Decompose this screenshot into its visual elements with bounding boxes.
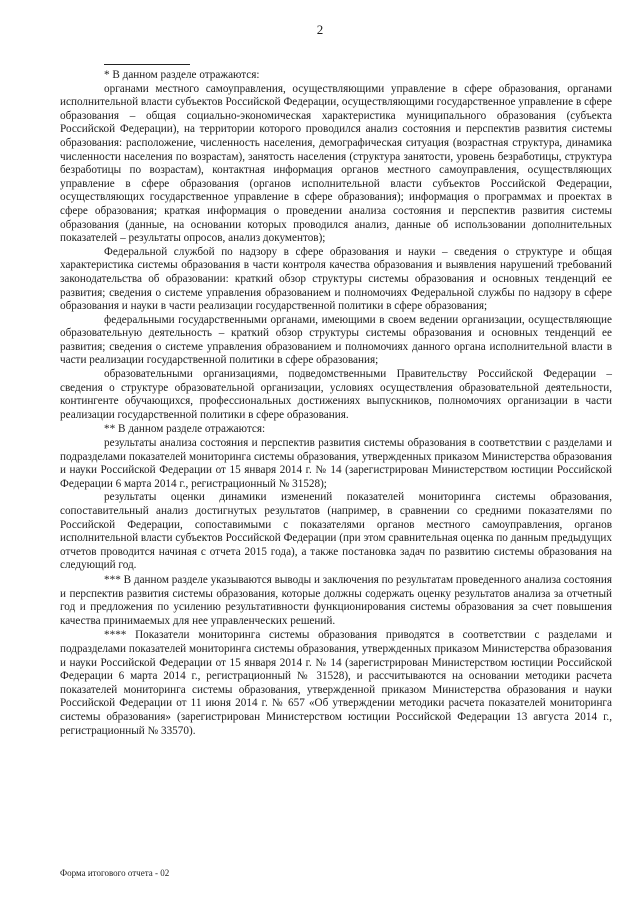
paragraph-local-authorities: органами местного самоуправления, осуществляющими управление в сфере образования, органами исполнительной власти субъектов Российской Федерации, осуществляющими государственное управление в сфере образования – общая социально-экономическая характеристика муниципального образования (субъекта Российской Федерации), на территории которого проводился анализ состояния и перспектив развития системы образования: расположение, численность населения, демографическая ситуация (возрастная структура, динамика численности населения по возрастам), занятость населения (структура занятости, уровень безработицы, структура безработицы по возрастам), контактная информация органов местного самоуправления, осуществляющих управление в сфере образования (органов исполнительной власти субъектов Российской Федерации, осуществляющих государственное управление в сфере образования); информация о программах и проектах в сфере образования; краткая информация о проведении анализа состояния и перспектив развития системы образования (данные, на основании которых проводился анализ, данные об использовании дополнительных показателей – результаты опросов, анализ документов); bbox=[60, 82, 612, 245]
footer-form-label: Форма итогового отчета - 02 bbox=[60, 868, 170, 878]
paragraph-federal-bodies: федеральными государственными органами, имеющими в своем ведении организации, осуществляющие образовательную деятельность – краткий обзор структуры системы образования и основных тенденций ее развития; сведения о системе управления образованием и полномочиях данного органа исполнительной власти в части реализации государственной политики в сфере образования; bbox=[60, 313, 612, 367]
footnote-3: *** В данном разделе указываются выводы и заключения по результатам проведенного анализа состояния и перспектив развития системы образования, которые должны содержать оценку результатов анализа за отчетный год и предложения по усилению результативности функционирования системы образования за счет повышения качества принимаемых для нее управленческих решений. bbox=[60, 573, 612, 627]
page-number: 2 bbox=[316, 22, 324, 37]
paragraph-analysis-results: результаты анализа состояния и перспектив развития системы образования в соответствии с разделами и подразделами показателей мониторинга системы образования, утвержденных приказом Министерства образования и науки Российской Федерации от 15 января 2014 г. № 14 (зарегистрирован Министерством юстиции Российской Федерации 6 марта 2014 г., регистрационный № 31528); bbox=[60, 437, 612, 490]
document-body bbox=[60, 68, 612, 738]
footnote-4: **** Показатели мониторинга системы образования приводятся в соответствии с разделами и подразделами показателей мониторинга системы образования, утвержденных приказом Министерства образования и науки Российской Федерации от 15 января 2014 г. № 14 (зарегистрирован Министерством юстиции Российской Федерации 6 марта 2014 г., регистрационный № 31528), и рассчитываются на основании методики расчета показателей мониторинга системы образования, утвержденной приказом Министерства образования и науки Российской Федерации от 11 июня 2014 г. № 657 «Об утверждении методики расчета показателей мониторинга системы образования» (зарегистрирован Министерством юстиции Российской Федерации 13 августа 2014 г., регистрационный № 33570). bbox=[60, 629, 612, 737]
paragraph-educational-organizations: образовательными организациями, подведомственными Правительству Российской Федерации – сведения о структуре образовательной организации, условиях осуществления образовательной деятельности, контингенте обучающихся, профессиональных достижениях выпускников, полномочиях организации в части реализации государственной политики в сфере образования. bbox=[60, 368, 612, 421]
paragraph-dynamics-evaluation: результаты оценки динамики изменений показателей мониторинга системы образования, сопоставительный анализ достигнутых результатов (например, в сравнении со средними показателями по Российской Федерации, сопоставимыми с показателями органов местного самоуправления, органов исполнительной власти субъектов Российской Федерации (при этом сравнительная оценка по данным предыдущих отчетов проводится начиная с отчета 2015 года), а также постановка задач по развитию системы образования на следующий год. bbox=[60, 491, 612, 572]
paragraph-federal-service: Федеральной службой по надзору в сфере образования и науки – сведения о структуре и общая характеристика системы образования в части контроля качества образования и выявления нарушений требований законодательства об образовании: краткий обзор структуры системы образования и основных тенденций ее развития; сведения о системе управления образованием и полномочиях Федеральной службы по надзору в сфере образования и науки в части реализации государственной политики в сфере образования; bbox=[60, 245, 612, 313]
footnote-heading-2: ** В данном разделе отражаются: bbox=[104, 423, 266, 436]
footnote-heading-1: * В данном разделе отражаются: bbox=[104, 69, 260, 81]
footnote-rule bbox=[104, 64, 190, 65]
